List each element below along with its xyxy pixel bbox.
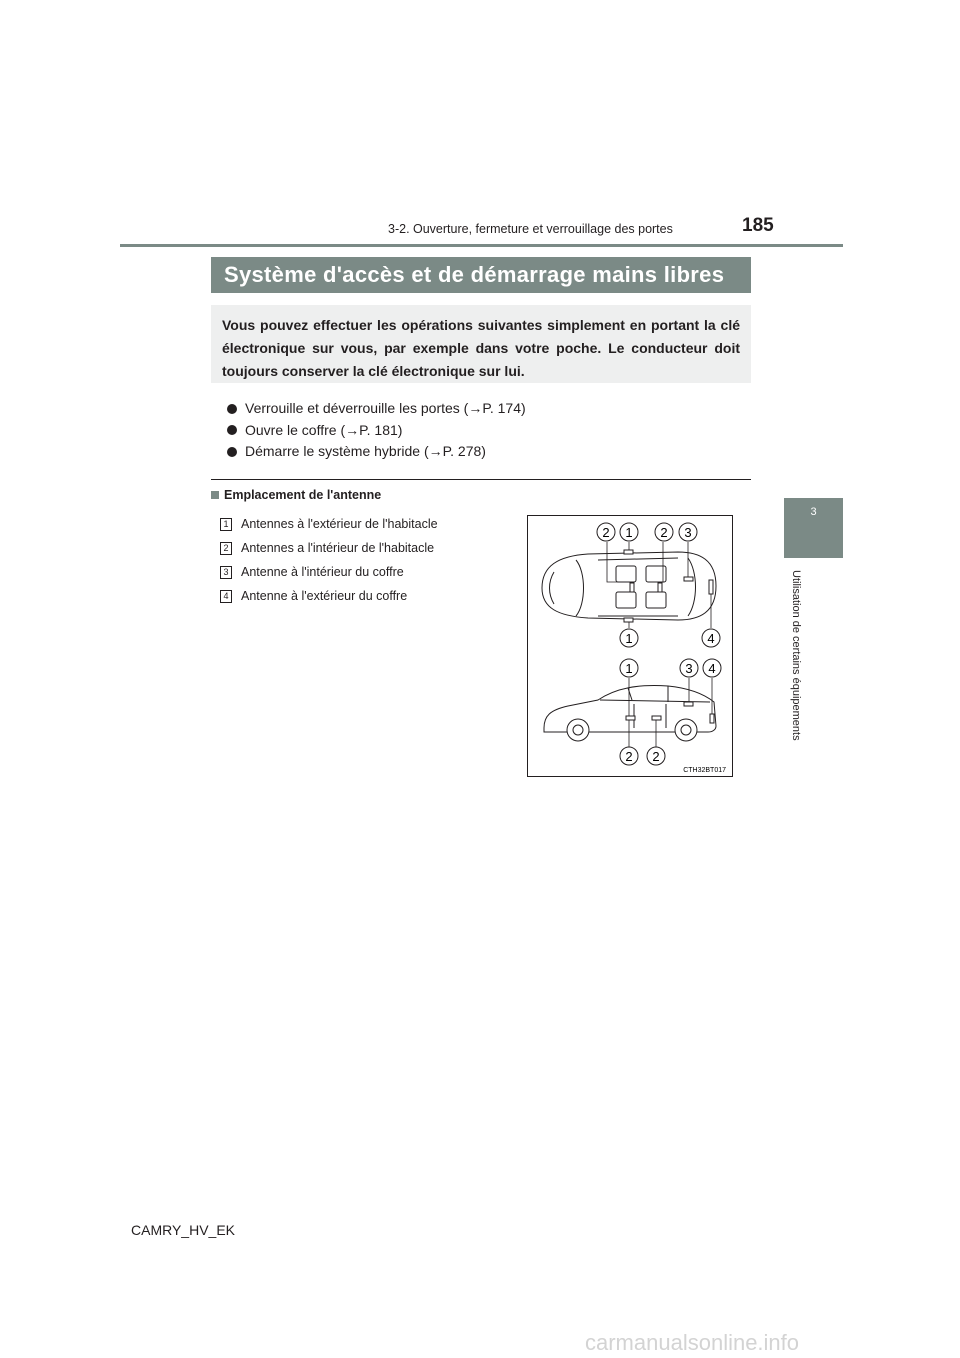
callout-circle bbox=[620, 629, 638, 647]
legend-text: Antenne à l'intérieur du coffre bbox=[241, 565, 404, 579]
callout-circle bbox=[620, 747, 638, 765]
legend-item bbox=[220, 584, 438, 608]
callout-circle bbox=[679, 523, 697, 541]
legend-number: 2 bbox=[220, 542, 232, 555]
svg-text:4: 4 bbox=[707, 631, 715, 646]
svg-text:2: 2 bbox=[660, 525, 668, 540]
section-divider bbox=[211, 479, 751, 480]
legend-item bbox=[220, 560, 438, 584]
svg-text:2: 2 bbox=[625, 749, 633, 764]
list-item bbox=[227, 420, 526, 441]
legend-item bbox=[220, 512, 438, 536]
legend-item bbox=[220, 536, 438, 560]
list-item-text: Ouvre le coffre (→P. 181) bbox=[245, 421, 403, 438]
page-number: 185 bbox=[742, 215, 774, 236]
callout-circle bbox=[620, 523, 638, 541]
antenna-legend bbox=[220, 512, 438, 608]
legend-number: 1 bbox=[220, 518, 232, 531]
legend-text: Antenne à l'extérieur du coffre bbox=[241, 589, 408, 603]
svg-text:3: 3 bbox=[685, 661, 693, 676]
square-bullet-icon bbox=[211, 491, 219, 499]
chapter-side-label bbox=[788, 570, 804, 770]
bullet-icon bbox=[227, 447, 237, 457]
svg-text:2: 2 bbox=[602, 525, 610, 540]
callout-circle bbox=[647, 747, 665, 765]
legend-number: 3 bbox=[220, 566, 232, 579]
subsection-heading bbox=[211, 488, 381, 502]
feature-list bbox=[227, 398, 526, 463]
callout-circle bbox=[680, 659, 698, 677]
chapter-side-label-text: Utilisation de certains équipements bbox=[790, 570, 802, 741]
svg-text:1: 1 bbox=[625, 631, 633, 646]
callout-circle bbox=[702, 629, 720, 647]
legend-text: Antennes a l'intérieur de l'habitacle bbox=[241, 541, 435, 555]
car-top-view bbox=[542, 552, 716, 620]
section-title: Système d'accès et de démarrage mains libres bbox=[211, 257, 751, 293]
footer-model-code: CAMRY_HV_EK bbox=[131, 1222, 236, 1238]
bullet-icon bbox=[227, 404, 237, 414]
legend-text: Antennes à l'extérieur de l'habitacle bbox=[241, 517, 438, 531]
callout-circle bbox=[620, 659, 638, 677]
footer-watermark: carmanualsonline.info bbox=[585, 1330, 800, 1355]
callout-circle bbox=[703, 659, 721, 677]
figure-code: CTH32BT017 bbox=[683, 767, 726, 774]
callout-circle bbox=[655, 523, 673, 541]
svg-text:2: 2 bbox=[652, 749, 660, 764]
svg-text:1: 1 bbox=[625, 661, 633, 676]
svg-text:4: 4 bbox=[708, 661, 716, 676]
header-rule bbox=[120, 244, 843, 247]
intro-box: Vous pouvez effectuer les opérations suivantes simplement en portant la clé électronique sur vous, par exemple dans votre poche. Le conducteur doit toujours conserver la clé électronique sur lui. bbox=[211, 305, 751, 383]
bullet-icon bbox=[227, 425, 237, 435]
legend-number: 4 bbox=[220, 590, 232, 603]
svg-text:3: 3 bbox=[684, 525, 692, 540]
chapter-tab-number: 3 bbox=[810, 506, 817, 518]
callout-circle bbox=[597, 523, 615, 541]
svg-text:1: 1 bbox=[625, 525, 633, 540]
list-item bbox=[227, 398, 526, 419]
list-item-text: Démarre le système hybride (→P. 278) bbox=[245, 443, 486, 459]
list-item bbox=[227, 441, 526, 462]
car-diagram bbox=[528, 516, 732, 776]
header-section-title: 3-2. Ouverture, fermeture et verrouillage des portes bbox=[388, 222, 673, 236]
antenna-location-figure bbox=[527, 515, 733, 777]
list-item-text: Verrouille et déverrouille les portes (→P. 174) bbox=[245, 400, 526, 416]
car-side-view bbox=[544, 686, 716, 741]
subsection-title: Emplacement de l'antenne bbox=[224, 488, 382, 502]
